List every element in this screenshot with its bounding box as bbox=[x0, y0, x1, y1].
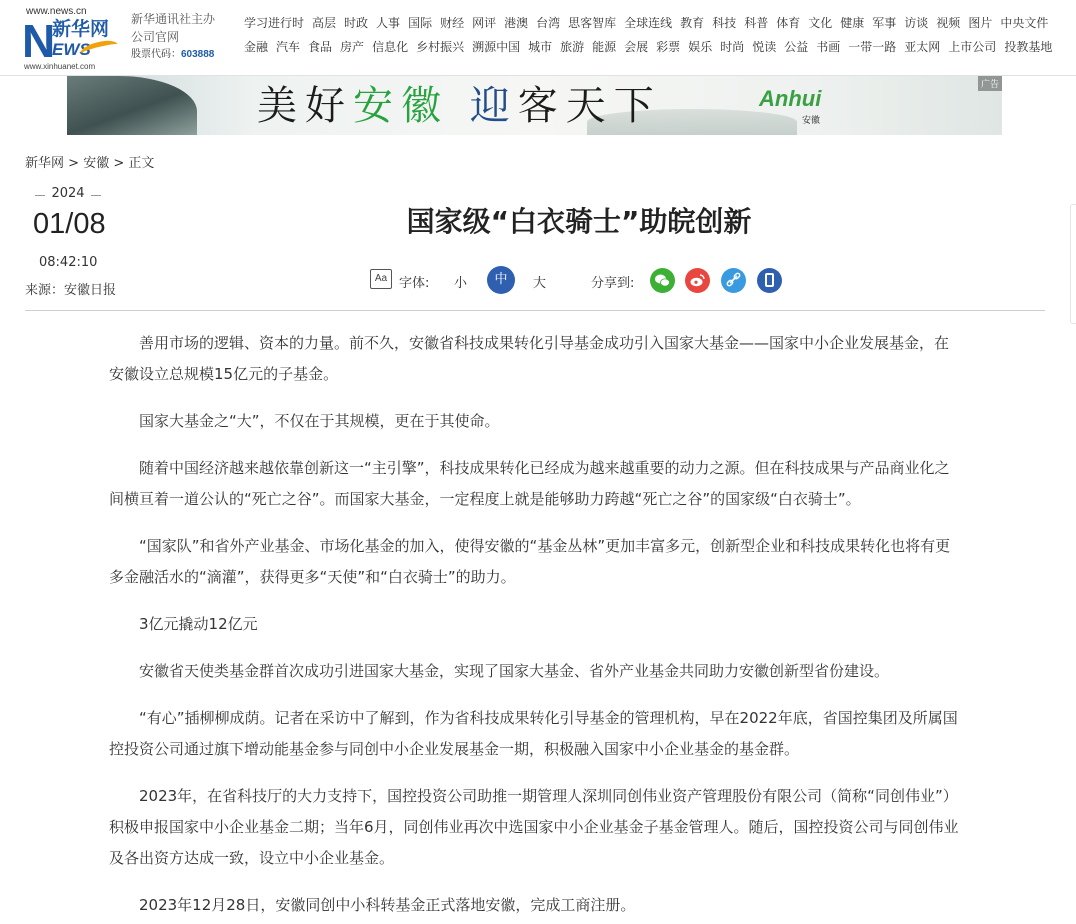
nav-item[interactable]: 彩票 bbox=[656, 40, 681, 54]
slogan-part-b: 安徽 bbox=[353, 83, 449, 129]
nav-item[interactable]: 台湾 bbox=[536, 16, 561, 30]
article-source: 来源：安徽日报 bbox=[25, 283, 117, 298]
stock-code-link[interactable]: 603888 bbox=[181, 49, 215, 60]
nav-item[interactable]: 时政 bbox=[344, 16, 369, 30]
nav-item[interactable]: 港澳 bbox=[504, 16, 529, 30]
publish-time: 08:42:10 bbox=[39, 255, 98, 270]
breadcrumb-home[interactable]: 新华网 bbox=[25, 156, 65, 171]
nav-item[interactable]: 上市公司 bbox=[948, 40, 997, 54]
nav-item[interactable]: 图片 bbox=[968, 16, 993, 30]
breadcrumb-separator: > bbox=[109, 156, 129, 171]
article-toolbar bbox=[370, 266, 800, 296]
nav-item[interactable]: 人事 bbox=[376, 16, 401, 30]
nav-item[interactable]: 汽车 bbox=[276, 40, 301, 54]
nav-item[interactable]: 科技 bbox=[712, 16, 737, 30]
nav-item[interactable]: 科普 bbox=[744, 16, 769, 30]
logo-url-bottom: www.xinhuanet.com bbox=[24, 62, 96, 71]
nav-item[interactable]: 悦读 bbox=[752, 40, 777, 54]
nav-item[interactable]: 文化 bbox=[808, 16, 833, 30]
nav-item[interactable]: 信息化 bbox=[372, 40, 409, 54]
nav-item[interactable]: 亚太网 bbox=[904, 40, 941, 54]
font-size-icon: Aa bbox=[370, 269, 392, 289]
nav-item[interactable]: 能源 bbox=[592, 40, 617, 54]
nav-item[interactable]: 溯源中国 bbox=[472, 40, 521, 54]
org-line-1: 新华通讯社主办 bbox=[131, 12, 216, 26]
article-paragraph: 2023年，在省科技厅的大力支持下，国控投资公司助推一期管理人深圳同创伟业资产管理股份有限公司（简称“同创伟业”）积极申报国家中小企业基金二期；当年6月，同创伟业再次中选国家中小企业基金子基金管理人。随后，国控投资公司与同创伟业及各出资方达成一致，设立中小企业基金。 bbox=[109, 787, 959, 867]
nav-item[interactable]: 娱乐 bbox=[688, 40, 713, 54]
article-paragraph: 国家大基金之“大”，不仅在于其规模，更在于其使命。 bbox=[139, 412, 500, 430]
slogan-part-c: 迎 bbox=[469, 83, 518, 129]
phone-icon[interactable] bbox=[757, 268, 782, 293]
nav-item[interactable]: 房产 bbox=[340, 40, 365, 54]
logo-url-top: www.news.cn bbox=[26, 6, 87, 17]
org-info bbox=[131, 10, 231, 64]
header-divider bbox=[25, 310, 1045, 311]
breadcrumb-separator: > bbox=[64, 156, 84, 171]
nav-item[interactable]: 投教基地 bbox=[1004, 40, 1053, 54]
nav-item[interactable]: 高层 bbox=[312, 16, 337, 30]
top-nav bbox=[244, 14, 1070, 62]
slogan-part-a: 美好 bbox=[257, 83, 353, 129]
banner-brand: Anhui bbox=[759, 86, 822, 111]
article-paragraph: “有心”插柳柳成荫。记者在采访中了解到，作为省科技成果转化引导基金的管理机构，早在2022年底，省国控集团及所属国控投资公司通过旗下增动能基金参与同创中小企业发展基金一期，积极融入国家中小企业基金的基金群。 bbox=[109, 709, 958, 758]
stock-label: 股票代码： bbox=[131, 49, 181, 60]
nav-item[interactable]: 时尚 bbox=[720, 40, 745, 54]
nav-item[interactable]: 食品 bbox=[308, 40, 333, 54]
nav-item[interactable]: 教育 bbox=[680, 16, 705, 30]
org-line-2: 公司官网 bbox=[131, 30, 180, 44]
article-paragraph: 随着中国经济越来越依靠创新这一“主引擎”，科技成果转化已经成为越来越重要的动力之源。但在科技成果与产品商业化之间横亘着一道公认的“死亡之谷”。而国家大基金，一定程度上就是能够助力跨越“死亡之谷”的国家级“白衣骑士”。 bbox=[109, 459, 950, 508]
share-label: 分享到: bbox=[591, 276, 635, 291]
banner-brand-sub: 安徽 bbox=[802, 116, 821, 126]
publish-date: 01/08 bbox=[33, 208, 106, 240]
article-paragraph: “国家队”和省外产业基金、市场化基金的加入，使得安徽的“基金丛林”更加丰富多元，创新型企业和科技成果转化也将有更多金融活水的“滴灌”，获得更多“天使”和“白衣骑士”的助力。 bbox=[109, 537, 951, 586]
article-title: 国家级“白衣骑士”助皖创新 bbox=[406, 205, 752, 238]
logo-name-en: EWS bbox=[52, 40, 91, 59]
nav-item[interactable]: 体育 bbox=[776, 16, 801, 30]
nav-item[interactable]: 国际 bbox=[408, 16, 433, 30]
xinhua-logo[interactable] bbox=[22, 6, 120, 72]
ad-label: 广告 bbox=[978, 76, 1002, 91]
nav-item[interactable]: 健康 bbox=[840, 16, 865, 30]
nav-item[interactable]: 旅游 bbox=[560, 40, 585, 54]
nav-row-2 bbox=[244, 38, 1070, 62]
nav-item[interactable]: 会展 bbox=[624, 40, 649, 54]
banner-slogan bbox=[257, 82, 662, 130]
link-icon[interactable] bbox=[721, 268, 746, 293]
weibo-icon[interactable] bbox=[685, 268, 710, 293]
logo-letter: N bbox=[22, 15, 54, 67]
breadcrumb bbox=[25, 152, 154, 171]
anhui-banner-ad[interactable] bbox=[67, 76, 1002, 135]
article-paragraph: 3亿元撬动12亿元 bbox=[139, 615, 258, 633]
article-paragraph: 2023年12月28日，安徽同创中小科转基金正式落地安徽，完成工商注册。 bbox=[139, 896, 636, 914]
logo-name-cn: 新华网 bbox=[52, 18, 110, 40]
nav-item[interactable]: 视频 bbox=[936, 16, 961, 30]
slogan-part-d: 客天下 bbox=[517, 83, 662, 129]
nav-item[interactable]: 财经 bbox=[440, 16, 465, 30]
breadcrumb-current: 正文 bbox=[128, 156, 155, 171]
font-size-large-button[interactable]: 大 bbox=[533, 276, 547, 291]
wechat-icon[interactable] bbox=[650, 268, 675, 293]
site-header bbox=[0, 0, 1076, 76]
nav-item[interactable]: 一带一路 bbox=[848, 40, 897, 54]
nav-item[interactable]: 访谈 bbox=[904, 16, 929, 30]
nav-row-1 bbox=[244, 14, 1070, 38]
nav-item[interactable]: 全球连线 bbox=[624, 16, 673, 30]
article-paragraph: 安徽省天使类基金群首次成功引进国家大基金，实现了国家大基金、省外产业基金共同助力安徽创新型省份建设。 bbox=[139, 662, 890, 680]
nav-item[interactable]: 网评 bbox=[472, 16, 497, 30]
banner-mountain-image bbox=[67, 76, 197, 135]
nav-item[interactable]: 公益 bbox=[784, 40, 809, 54]
nav-item[interactable]: 军事 bbox=[872, 16, 897, 30]
font-size-label: 字体: bbox=[399, 276, 430, 291]
breadcrumb-section[interactable]: 安徽 bbox=[83, 156, 110, 171]
stock-code bbox=[131, 46, 231, 64]
nav-item[interactable]: 城市 bbox=[528, 40, 553, 54]
nav-item[interactable]: 中央文件 bbox=[1000, 16, 1049, 30]
nav-item[interactable]: 金融 bbox=[244, 40, 269, 54]
nav-item[interactable]: 思客智库 bbox=[568, 16, 617, 30]
font-size-small-button[interactable]: 小 bbox=[454, 276, 468, 291]
nav-item[interactable]: 书画 bbox=[816, 40, 841, 54]
article-body bbox=[109, 328, 959, 924]
article-paragraph: 善用市场的逻辑、资本的力量。前不久，安徽省科技成果转化引导基金成功引入国家大基金——国家中小企业发展基金，在安徽设立总规模15亿元的子基金。 bbox=[109, 334, 950, 383]
nav-item[interactable]: 学习进行时 bbox=[244, 16, 305, 30]
publish-year: 2024 bbox=[37, 186, 99, 201]
font-size-medium-button[interactable]: 中 bbox=[487, 266, 515, 294]
side-float-bar[interactable] bbox=[1070, 204, 1076, 324]
nav-item[interactable]: 乡村振兴 bbox=[416, 40, 465, 54]
